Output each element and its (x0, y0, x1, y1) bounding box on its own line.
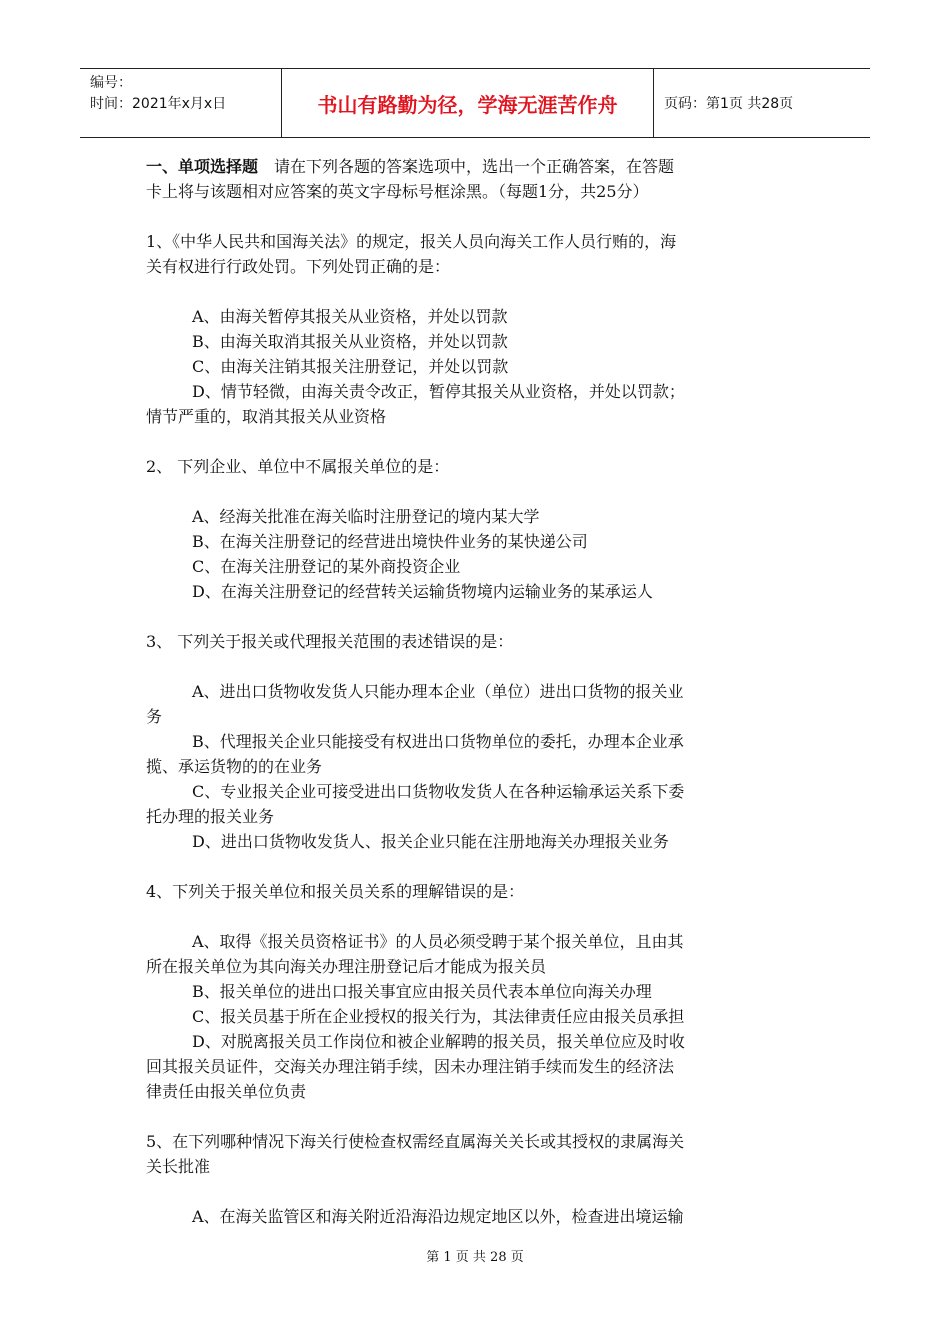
spacer (146, 904, 790, 929)
spacer (146, 429, 790, 454)
section-instructions-2: 卡上将与该题相对应答案的英文字母标号框涂黑。（每题1分，共25分） (146, 182, 649, 201)
question-text: 4、下列关于报关单位和报关员关系的理解错误的是： (146, 882, 525, 901)
answer-option: C、由海关注销其报关注册登记，并处以罚款 (192, 357, 509, 376)
answer-option: 务 (146, 707, 163, 726)
answer-option: A、经海关批准在海关临时注册登记的境内某大学 (192, 507, 540, 526)
question-text: 5、在下列哪种情况下海关行使检查权需经直属海关关长或其授权的隶属海关 (146, 1132, 685, 1151)
spacer (146, 479, 790, 504)
document-header (80, 68, 870, 138)
answer-option: D、情节轻微，由海关责令改正，暂停其报关从业资格，并处以罚款； (192, 382, 685, 401)
answer-option: 托办理的报关业务 (146, 807, 275, 826)
answer-option: 情节严重的，取消其报关从业资格 (146, 407, 387, 426)
document-body (146, 154, 790, 1229)
answer-option: D、对脱离报关员工作岗位和被企业解聘的报关员，报关单位应及时收 (192, 1032, 685, 1051)
answer-option: 所在报关单位为其向海关办理注册登记后才能成为报关员 (146, 957, 547, 976)
question-list (146, 204, 790, 1229)
answer-option: D、在海关注册登记的经营转关运输货物境内运输业务的某承运人 (192, 582, 653, 601)
question-text: 1、《中华人民共和国海关法》的规定，报关人员向海关工作人员行贿的，海 (146, 232, 677, 251)
spacer (146, 1179, 790, 1204)
answer-option: 律责任由报关单位负责 (146, 1082, 307, 1101)
header-meta (80, 69, 282, 137)
spacer (146, 279, 790, 304)
answer-option: 回其报关员证件，交海关办理注销手续，因未办理注销手续而发生的经济法 (146, 1057, 675, 1076)
spacer (146, 854, 790, 879)
answer-option: C、在海关注册登记的某外商投资企业 (192, 557, 461, 576)
header-page-info: 页码：第1页 共28页 (664, 96, 794, 112)
answer-option: A、在海关监管区和海关附近沿海沿边规定地区以外，检查进出境运输 (192, 1207, 684, 1226)
answer-option: A、取得《报关员资格证书》的人员必须受聘于某个报关单位，且由其 (192, 932, 684, 951)
answer-option: B、在海关注册登记的经营进出境快件业务的某快递公司 (192, 532, 588, 551)
answer-option: B、由海关取消其报关从业资格，并处以罚款 (192, 332, 508, 351)
answer-option: C、专业报关企业可接受进出口货物收发货人在各种运输承运关系下委 (192, 782, 685, 801)
number-label: 编号： (90, 75, 132, 91)
question-text: 2、 下列企业、单位中不属报关单位的是： (146, 457, 450, 476)
answer-option: 揽、承运货物的的在业务 (146, 757, 323, 776)
page-footer: 第 1 页 共 28 页 (426, 1250, 524, 1265)
answer-option: B、报关单位的进出口报关事宜应由报关员代表本单位向海关办理 (192, 982, 652, 1001)
section-title: 一、单项选择题 (146, 157, 259, 176)
spacer (146, 1104, 790, 1129)
question-text: 关长批准 (146, 1157, 211, 1176)
spacer (146, 604, 790, 629)
question-text: 关有权进行行政处罚。下列处罚正确的是： (146, 257, 451, 276)
date-label: 时间：2021年x月x日 (90, 96, 227, 112)
answer-option: D、进出口货物收发货人、报关企业只能在注册地海关办理报关业务 (192, 832, 669, 851)
header-motto: 书山有路勤为径，学海无涯苦作舟 (282, 69, 654, 137)
spacer (146, 204, 790, 229)
answer-option: C、报关员基于所在企业授权的报关行为，其法律责任应由报关员承担 (192, 1007, 685, 1026)
question-text: 3、 下列关于报关或代理报关范围的表述错误的是： (146, 632, 514, 651)
section-heading (146, 154, 790, 179)
section-instructions-1: 请在下列各题的答案选项中，选出一个正确答案，在答题 (274, 157, 675, 176)
spacer (146, 654, 790, 679)
answer-option: B、代理报关企业只能接受有权进出口货物单位的委托，办理本企业承 (192, 732, 684, 751)
answer-option: A、由海关暂停其报关从业资格，并处以罚款 (192, 307, 508, 326)
answer-option: A、进出口货物收发货人只能办理本企业（单位）进出口货物的报关业 (192, 682, 684, 701)
